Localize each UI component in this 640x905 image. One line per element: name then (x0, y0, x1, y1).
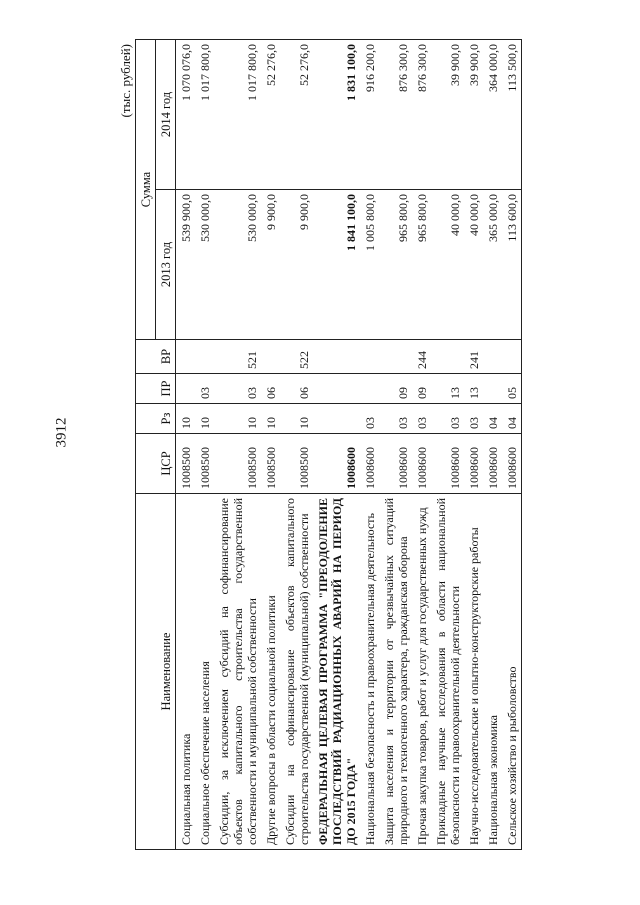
row-sum-2014: 1 017 800,0 (214, 40, 261, 190)
table-row (176, 40, 196, 850)
row-rz: 10 (176, 404, 196, 434)
row-sum-2013: 9 900,0 (280, 190, 313, 340)
row-vr (483, 340, 502, 374)
row-sum-2013: 40 000,0 (431, 190, 464, 340)
row-rz: 10 (214, 404, 261, 434)
row-rz: 04 (502, 404, 522, 434)
col-header-rz: Рз (136, 404, 176, 434)
col-header-name: Наименование (136, 494, 176, 850)
row-name: Социальное обеспечение населения (195, 494, 214, 850)
row-csr: 1008600 (313, 434, 360, 494)
row-sum-2014: 1 017 800,0 (195, 40, 214, 190)
row-vr (313, 340, 360, 374)
row-sum-2013: 965 800,0 (412, 190, 431, 340)
row-name: Социальная политика (176, 494, 196, 850)
row-rz: 03 (360, 404, 379, 434)
row-csr: 1008600 (379, 434, 412, 494)
row-csr: 1008600 (412, 434, 431, 494)
table-row (464, 40, 483, 850)
col-header-2013: 2013 год (156, 190, 176, 340)
col-header-pr: ПР (136, 374, 176, 404)
row-sum-2014: 113 500,0 (502, 40, 522, 190)
table-row (261, 40, 280, 850)
row-csr: 1008600 (464, 434, 483, 494)
col-header-csr: ЦСР (136, 434, 176, 494)
rotated-page-content (118, 40, 563, 850)
row-pr: 05 (502, 374, 522, 404)
row-csr: 1008500 (176, 434, 196, 494)
row-sum-2014: 364 000,0 (483, 40, 502, 190)
row-sum-2013: 40 000,0 (464, 190, 483, 340)
budget-table (135, 39, 522, 850)
row-vr: 244 (412, 340, 431, 374)
row-rz: 03 (379, 404, 412, 434)
row-vr (176, 340, 196, 374)
row-vr: 521 (214, 340, 261, 374)
row-sum-2014: 52 276,0 (280, 40, 313, 190)
row-vr (502, 340, 522, 374)
row-pr: 09 (379, 374, 412, 404)
row-csr: 1008600 (502, 434, 522, 494)
table-row (412, 40, 431, 850)
row-sum-2013: 539 900,0 (176, 190, 196, 340)
table-row (360, 40, 379, 850)
row-pr (176, 374, 196, 404)
row-sum-2014: 876 300,0 (379, 40, 412, 190)
row-sum-2013: 965 800,0 (379, 190, 412, 340)
row-rz: 10 (261, 404, 280, 434)
row-vr (195, 340, 214, 374)
row-sum-2013: 9 900,0 (261, 190, 280, 340)
row-name: Прочая закупка товаров, работ и услуг для государственных нужд (412, 494, 431, 850)
row-pr: 13 (431, 374, 464, 404)
row-rz: 10 (195, 404, 214, 434)
row-name: Субсидии, за исключением субсидий на софинансирование объектов капитального строительства государственной собственности и муниципальной собственности (214, 494, 261, 850)
row-pr (483, 374, 502, 404)
row-sum-2014: 1 831 100,0 (313, 40, 360, 190)
row-name: Прикладные научные исследования в области национальной безопасности и правоохранительной деятельности (431, 494, 464, 850)
row-rz: 03 (412, 404, 431, 434)
row-pr (313, 374, 360, 404)
row-sum-2013: 1 841 100,0 (313, 190, 360, 340)
table-row (502, 40, 522, 850)
row-vr (379, 340, 412, 374)
table-row (195, 40, 214, 850)
row-sum-2013: 1 005 800,0 (360, 190, 379, 340)
row-csr: 1008500 (261, 434, 280, 494)
row-sum-2014: 916 200,0 (360, 40, 379, 190)
row-name: Другие вопросы в области социальной политики (261, 494, 280, 850)
row-rz: 03 (464, 404, 483, 434)
col-header-sum: Сумма (136, 40, 156, 340)
row-vr: 241 (464, 340, 483, 374)
row-sum-2013: 365 000,0 (483, 190, 502, 340)
row-vr: 522 (280, 340, 313, 374)
row-sum-2014: 1 070 076,0 (176, 40, 196, 190)
row-sum-2014: 39 900,0 (464, 40, 483, 190)
row-sum-2013: 530 000,0 (214, 190, 261, 340)
col-header-vr: ВР (136, 340, 176, 374)
row-sum-2014: 876 300,0 (412, 40, 431, 190)
row-name: Субсидии на софинансирование объектов капитального строительства государственной (муниципальной) собственности (280, 494, 313, 850)
row-csr: 1008600 (483, 434, 502, 494)
units-label: (тыс. рублей) (118, 44, 133, 118)
page-number: 3912 (53, 417, 70, 448)
row-pr (360, 374, 379, 404)
table-row (313, 40, 360, 850)
row-csr: 1008600 (360, 434, 379, 494)
row-pr: 06 (261, 374, 280, 404)
row-pr: 09 (412, 374, 431, 404)
col-header-2014: 2014 год (156, 40, 176, 190)
row-rz (313, 404, 360, 434)
row-vr (360, 340, 379, 374)
row-name: Научно-исследовательские и опытно-конструкторские работы (464, 494, 483, 850)
row-name: Национальная экономика (483, 494, 502, 850)
row-pr: 06 (280, 374, 313, 404)
row-sum-2014: 39 900,0 (431, 40, 464, 190)
row-name: Защита населения и территории от чрезвычайных ситуаций природного и техногенного характера, гражданская оборона (379, 494, 412, 850)
table-row (214, 40, 261, 850)
row-vr (431, 340, 464, 374)
row-rz: 04 (483, 404, 502, 434)
row-rz: 03 (431, 404, 464, 434)
table-row (431, 40, 464, 850)
table-row (483, 40, 502, 850)
row-csr: 1008500 (214, 434, 261, 494)
row-pr: 03 (195, 374, 214, 404)
row-pr: 03 (214, 374, 261, 404)
row-pr: 13 (464, 374, 483, 404)
row-sum-2014: 52 276,0 (261, 40, 280, 190)
row-name: Национальная безопасность и правоохранительная деятельность (360, 494, 379, 850)
row-csr: 1008600 (431, 434, 464, 494)
row-name: Сельское хозяйство и рыболовство (502, 494, 522, 850)
row-rz: 10 (280, 404, 313, 434)
row-sum-2013: 113 600,0 (502, 190, 522, 340)
table-row (280, 40, 313, 850)
row-csr: 1008500 (195, 434, 214, 494)
row-csr: 1008500 (280, 434, 313, 494)
row-vr (261, 340, 280, 374)
table-row (379, 40, 412, 850)
row-name: ФЕДЕРАЛЬНАЯ ЦЕЛЕВАЯ ПРОГРАММА "ПРЕОДОЛЕНИЕ ПОСЛЕДСТВИЙ РАДИАЦИОННЫХ АВАРИЙ НА ПЕРИОД ДО 2015 ГОДА" (313, 494, 360, 850)
row-sum-2013: 530 000,0 (195, 190, 214, 340)
